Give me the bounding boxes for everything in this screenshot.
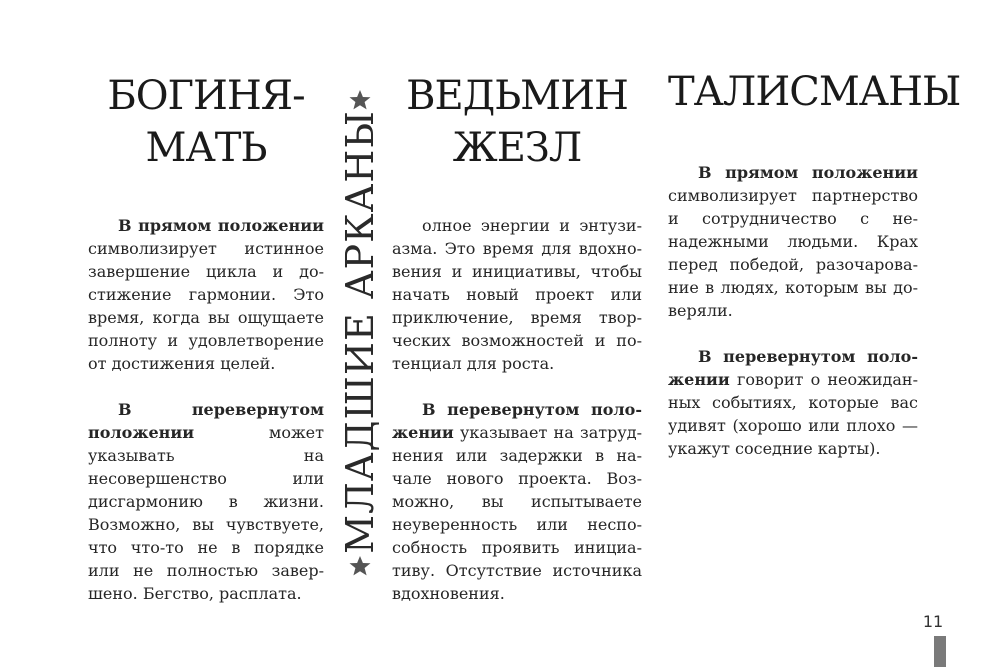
upright-paragraph <box>392 214 642 375</box>
minor-arcana-label: МЛАДШИЕ АРКАНЫ <box>338 110 382 554</box>
reversed-lead: В перевернутом положении <box>88 400 324 442</box>
reversed-paragraph <box>392 398 642 605</box>
upright-text: олное энергии и энтузиазма. Это время для вдохновения и инициативы, чтобы начать новый проект или приключение, время творческих возможностей и потенциал для роста. <box>392 216 642 373</box>
reversed-paragraph <box>88 398 324 605</box>
reversed-text: может указывать на несовершенство или дисгармонию в жизни. Возможно, вы чувствуете, что что-то не в порядке или не полностью завершено. Бегство, расплата. <box>88 423 324 603</box>
title-line: ВЕДЬМИН <box>406 73 628 119</box>
upright-text: символизирует истинное завершение цикла и достижение гармонии. Это время, когда вы ощущаете полноту и удовлетворение от достижения целей. <box>88 239 324 373</box>
star-icon <box>348 88 372 112</box>
reversed-text: говорит о неожиданных событиях, которые вас удивят (хорошо или плохо — укажут соседние карты). <box>668 370 918 458</box>
upright-paragraph <box>668 161 918 322</box>
title-line: БОГИНЯ- <box>107 73 305 119</box>
spine-label-block <box>338 88 382 588</box>
page-edge-tab <box>934 636 946 667</box>
upright-text: символизирует партнерство и сотрудничество с ненадежными людьми. Крах перед победой, разочарование в людях, которым вы доверяли. <box>668 186 918 320</box>
title-line: МАТЬ <box>145 125 267 171</box>
reversed-lead: В перевернутом положении <box>668 347 918 389</box>
reversed-paragraph <box>668 345 918 460</box>
section-body <box>668 161 918 460</box>
reversed-text: указывает на затруднения или задержки в начале нового проекта. Возможно, вы испытываете неуверенность или неспособность проявить инициативу. Отсутствие источника вдохновения. <box>392 423 642 603</box>
section-title <box>88 70 324 174</box>
section-body <box>88 214 324 605</box>
upright-lead: В прямом положении <box>118 216 324 235</box>
section-title <box>668 66 961 118</box>
section-body <box>392 214 642 605</box>
title-line: ТАЛИСМАНЫ <box>668 69 961 115</box>
star-icon <box>348 554 372 578</box>
section-title <box>392 70 642 174</box>
upright-lead: В прямом положении <box>698 163 918 182</box>
page-number: 11 <box>922 612 944 631</box>
reversed-lead: В перевернутом положении <box>392 400 642 442</box>
title-line: ЖЕЗЛ <box>452 125 582 171</box>
upright-paragraph <box>88 214 324 375</box>
